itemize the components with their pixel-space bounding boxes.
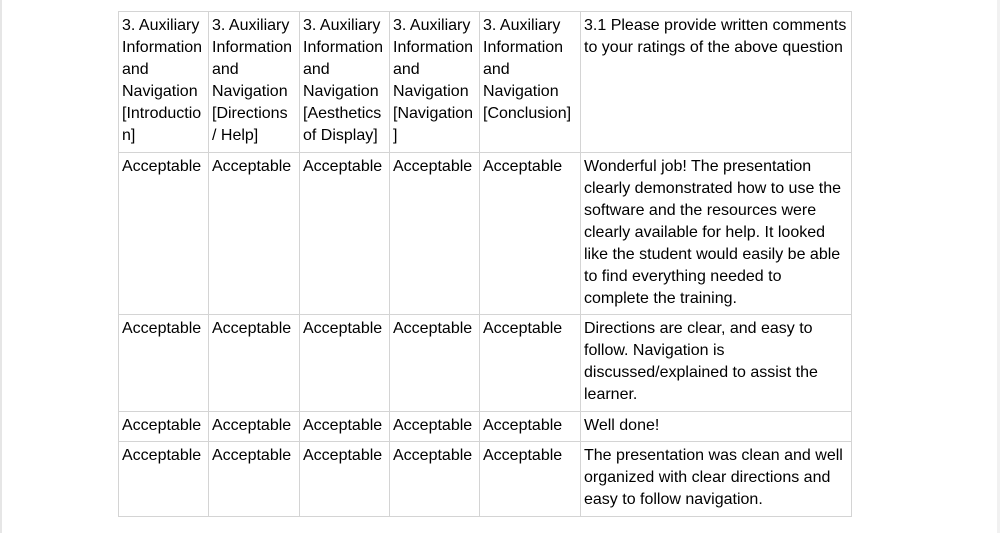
- rating-text: Acceptable: [483, 447, 563, 464]
- rating-cell[interactable]: [119, 153, 209, 315]
- rating-text: Acceptable: [303, 417, 383, 434]
- table-row: [119, 315, 852, 412]
- header-text: 3.1 Please provide written comments to your ratings of the above question: [584, 17, 847, 56]
- left-edge-divider: [0, 0, 2, 533]
- header-cell-comments[interactable]: [581, 12, 852, 153]
- rating-text: Acceptable: [393, 320, 473, 337]
- rating-text: Acceptable: [303, 158, 383, 175]
- rating-text: Acceptable: [212, 158, 292, 175]
- rating-cell[interactable]: [480, 442, 581, 517]
- comment-text: Well done!: [584, 417, 660, 434]
- header-text: 3. Auxiliary Information and Navigation [Aesthetics of Display]: [303, 17, 384, 144]
- rating-text: Acceptable: [122, 417, 202, 434]
- rating-cell[interactable]: [209, 412, 300, 442]
- rating-text: Acceptable: [393, 447, 473, 464]
- header-cell-directions-help[interactable]: [209, 12, 300, 153]
- rating-text: Acceptable: [212, 447, 292, 464]
- rating-text: Acceptable: [122, 158, 202, 175]
- header-cell-introduction[interactable]: [119, 12, 209, 153]
- header-text: 3. Auxiliary Information and Navigation [Introductio n]: [122, 17, 203, 144]
- rating-cell[interactable]: [119, 315, 209, 412]
- comment-cell[interactable]: [581, 442, 852, 517]
- rating-text: Acceptable: [212, 417, 292, 434]
- rating-cell[interactable]: [300, 412, 390, 442]
- comment-cell[interactable]: [581, 153, 852, 315]
- rating-cell[interactable]: [480, 315, 581, 412]
- spreadsheet-table: [118, 11, 852, 517]
- table-row: [119, 412, 852, 442]
- rating-text: Acceptable: [393, 417, 473, 434]
- rating-cell[interactable]: [300, 442, 390, 517]
- rating-cell[interactable]: [119, 442, 209, 517]
- header-row: [119, 12, 852, 153]
- rating-cell[interactable]: [480, 153, 581, 315]
- rating-cell[interactable]: [209, 153, 300, 315]
- rating-cell[interactable]: [209, 315, 300, 412]
- comment-text: Wonderful job! The presentation clearly demonstrated how to use the software and the resources were clearly available for help. It looked like the student would easily be able to find everything needed to complete the training.: [584, 158, 842, 307]
- rating-cell[interactable]: [390, 153, 480, 315]
- rating-cell[interactable]: [390, 315, 480, 412]
- rating-text: Acceptable: [122, 320, 202, 337]
- table-row: [119, 153, 852, 315]
- comment-text: Directions are clear, and easy to follow. Navigation is discussed/explained to assist the learner.: [584, 320, 818, 403]
- header-cell-conclusion[interactable]: [480, 12, 581, 153]
- comment-cell[interactable]: [581, 315, 852, 412]
- rating-cell[interactable]: [480, 412, 581, 442]
- rating-text: Acceptable: [483, 417, 563, 434]
- table-row: [119, 442, 852, 517]
- rating-text: Acceptable: [303, 447, 383, 464]
- rating-cell[interactable]: [390, 412, 480, 442]
- rating-text: Acceptable: [122, 447, 202, 464]
- rating-cell[interactable]: [119, 412, 209, 442]
- rating-text: Acceptable: [303, 320, 383, 337]
- rating-text: Acceptable: [483, 320, 563, 337]
- comment-cell[interactable]: [581, 412, 852, 442]
- rating-cell[interactable]: [300, 315, 390, 412]
- header-cell-navigation[interactable]: [390, 12, 480, 153]
- rating-cell[interactable]: [209, 442, 300, 517]
- header-text: 3. Auxiliary Information and Navigation [Directions / Help]: [212, 17, 293, 144]
- rating-text: Acceptable: [393, 158, 473, 175]
- header-text: 3. Auxiliary Information and Navigation [Conclusion]: [483, 17, 572, 122]
- header-cell-aesthetics[interactable]: [300, 12, 390, 153]
- rating-text: Acceptable: [483, 158, 563, 175]
- rating-text: Acceptable: [212, 320, 292, 337]
- comment-text: The presentation was clean and well organized with clear directions and easy to follow navigation.: [584, 447, 843, 508]
- rating-cell[interactable]: [390, 442, 480, 517]
- rating-cell[interactable]: [300, 153, 390, 315]
- header-text: 3. Auxiliary Information and Navigation [Navigation ]: [393, 17, 474, 144]
